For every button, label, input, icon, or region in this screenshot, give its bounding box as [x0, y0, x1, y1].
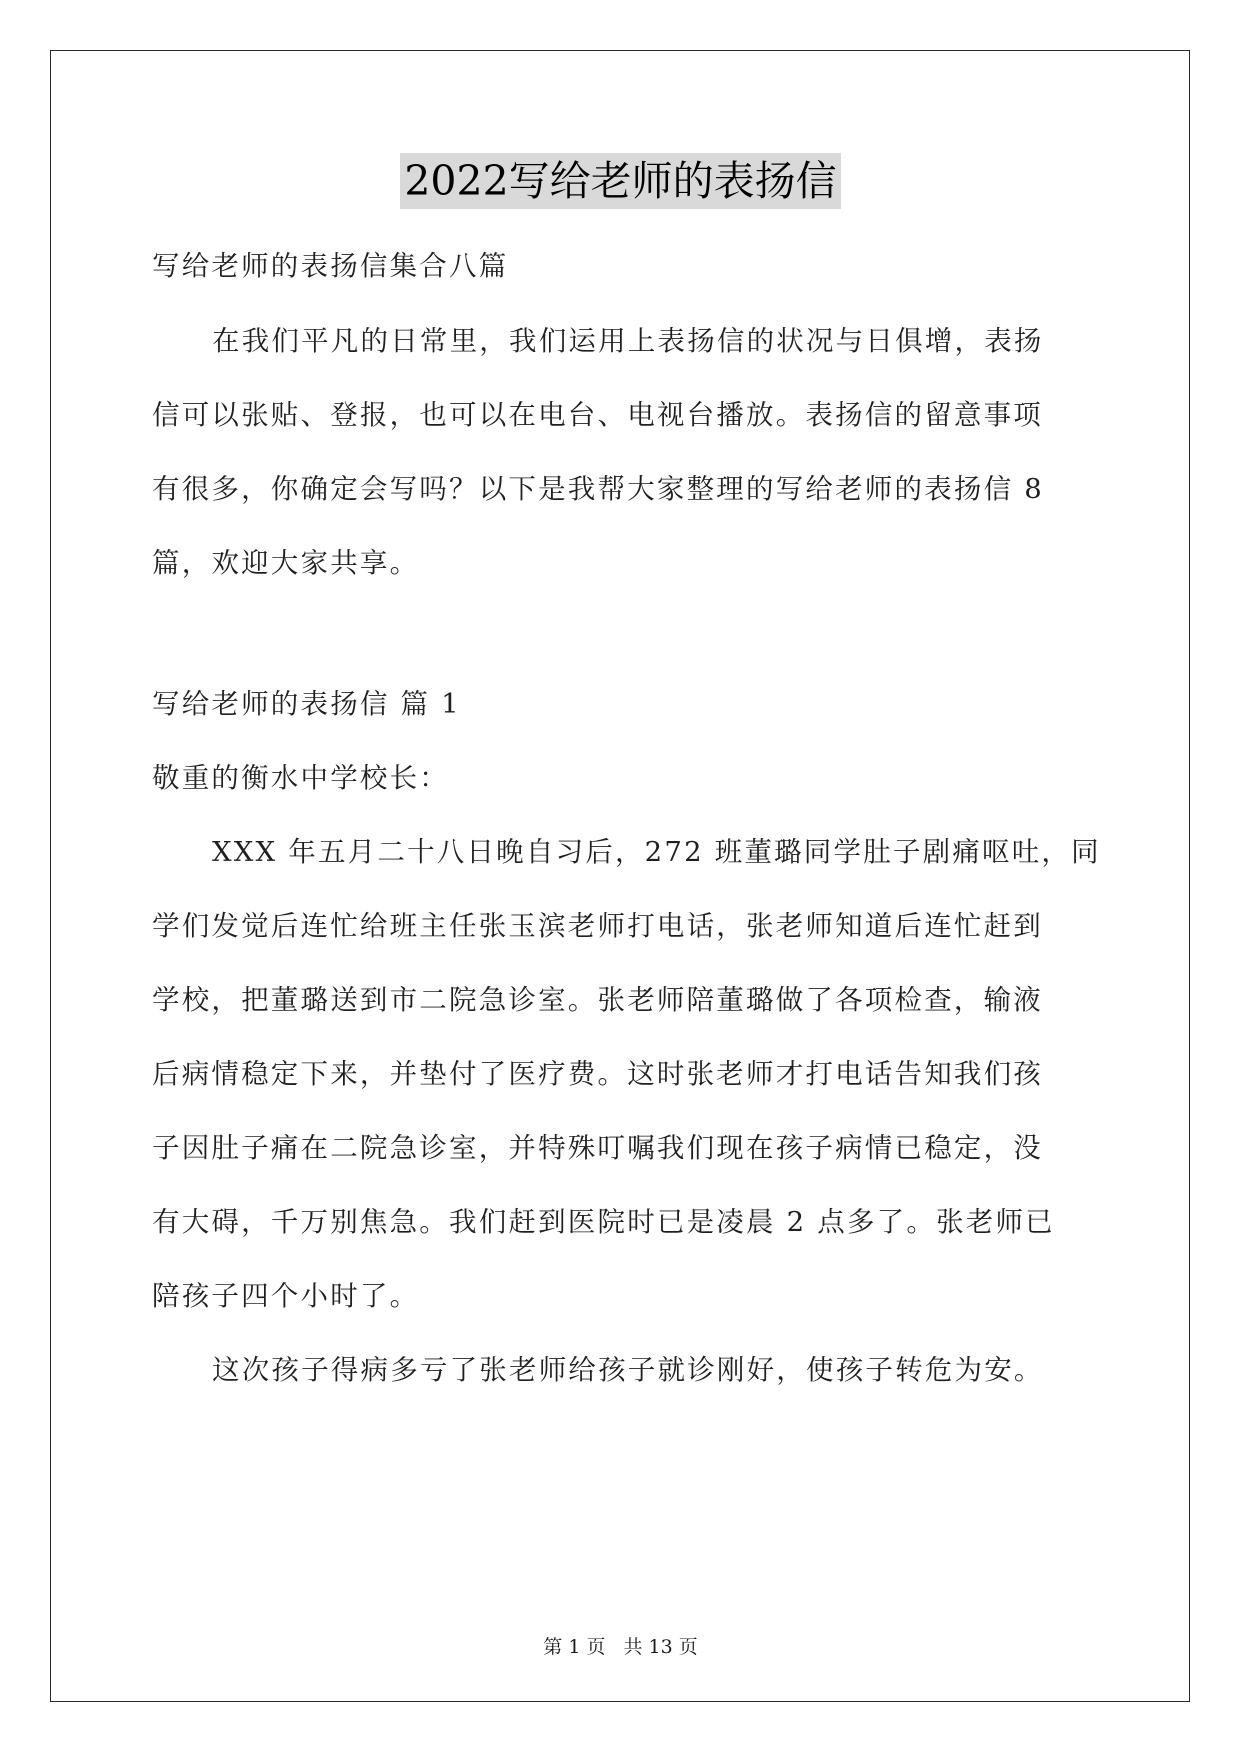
- page-number: 第 1 页: [543, 1636, 606, 1658]
- intro-line: 篇，欢迎大家共享。: [152, 547, 420, 579]
- body-line: 学校，把董璐送到市二院急诊室。张老师陪董璐做了各项检查，输液: [152, 984, 1043, 1016]
- subtitle: 写给老师的表扬信集合八篇: [152, 250, 509, 282]
- title-container: [0, 153, 1241, 209]
- body-line: 子因肚子痛在二院急诊室，并特殊叮嘱我们现在孩子病情已稳定，没: [152, 1132, 1043, 1164]
- intro-line: 在我们平凡的日常里，我们运用上表扬信的状况与日俱增，表扬: [212, 325, 1044, 357]
- document-title: 2022写给老师的表扬信: [400, 153, 840, 209]
- body-line: 学们发觉后连忙给班主任张玉滨老师打电话，张老师知道后连忙赶到: [152, 910, 1043, 942]
- body-line: 有大碍，千万别焦急。我们赶到医院时已是凌晨 2 点多了。张老师已: [152, 1206, 1055, 1238]
- intro-line: 有很多，你确定会写吗？以下是我帮大家整理的写给老师的表扬信 8: [152, 473, 1044, 505]
- page-border: [50, 50, 1190, 1702]
- page-total: 共 13 页: [623, 1636, 698, 1658]
- page-footer: [0, 1632, 1241, 1659]
- body-line: XXX 年五月二十八日晚自习后，272 班董璐同学肚子剧痛呕吐，同: [212, 836, 1101, 868]
- salutation: 敬重的衡水中学校长：: [152, 762, 449, 794]
- body-line: 这次孩子得病多亏了张老师给孩子就诊刚好，使孩子转危为安。: [212, 1354, 1044, 1386]
- intro-line: 信可以张贴、登报，也可以在电台、电视台播放。表扬信的留意事项: [152, 399, 1043, 431]
- body-line: 陪孩子四个小时了。: [152, 1280, 420, 1312]
- section-heading: 写给老师的表扬信 篇 1: [152, 688, 461, 720]
- body-line: 后病情稳定下来，并垫付了医疗费。这时张老师才打电话告知我们孩: [152, 1058, 1043, 1090]
